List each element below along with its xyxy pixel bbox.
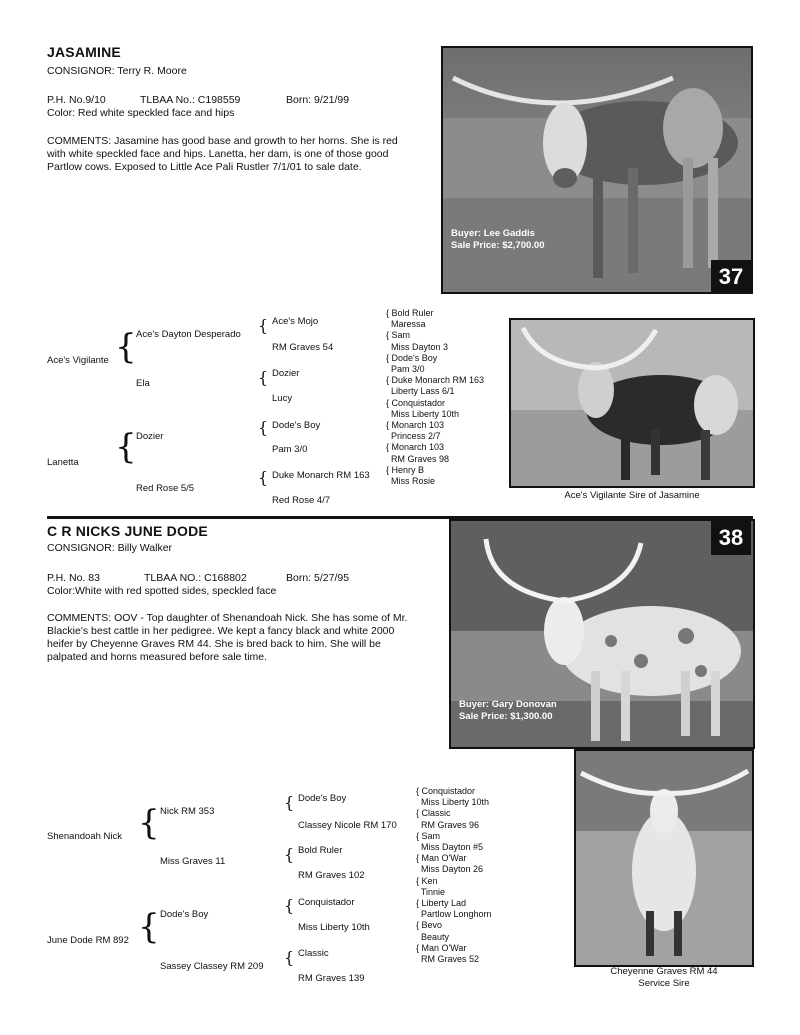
buyer: Buyer: Gary Donovan [459,699,557,710]
pedigree-g3: Dode's Boy [272,420,321,431]
pedigree-g4: { Conquistador [416,786,476,796]
color-description: Color:White with red spotted sides, speckled face [47,585,277,597]
bracket: { [138,907,160,947]
pedigree-g4: { Liberty Lad [416,898,467,909]
consignor: CONSIGNOR: Terry R. Moore [47,65,187,77]
pedigree-g3: RM Graves 54 [272,342,334,353]
bracket: { [115,427,137,467]
pedigree-g3: Bold Ruler [298,845,343,856]
pedigree-g4: { Bold Ruler [386,308,434,318]
longhorn-bull-image [511,320,753,486]
pedigree-g4-column [416,786,492,965]
pedigree-g4: Miss Dayton 3 [391,341,449,352]
pedigree-g4: RM Graves 96 [421,819,480,830]
pedigree-g3: RM Graves 102 [298,870,365,881]
bracket: { [258,368,269,387]
lot-number-badge: 37 [711,260,751,294]
pedigree-g4-column [386,308,484,487]
bracket: { [284,793,295,812]
pedigree-dam-dam: Sassey Classey RM 209 [160,961,264,972]
bracket: { [258,418,269,437]
pedigree-g4: { Monarch 103 [386,420,445,431]
pedigree-dam-sire: Dode's Boy [160,909,209,920]
pedigree-g4: { Dode's Boy [386,352,438,363]
comments: COMMENTS: OOV - Top daughter of Shenandoah Nick. She has some of Mr. Blackie's best cattle in her pedigree. We kept a fancy black and white 2000 heifer by Cheyenne Graves RM 44. She is bred back to him. She will be palpated and horns measured before sale time. [47,612,408,663]
consignor: CONSIGNOR: Billy Walker [47,542,173,554]
sire-caption: Cheyenne Graves RM 44 [610,966,718,977]
comments: COMMENTS: Jasamine has good base and growth to her horns. She is red with white speckled face and hips. Lanetta, her dam, is one of those good Partlow cows. Exposed to Little Ace Pali Rustler 7/1/01 to sale date. [47,135,398,173]
pedigree-sire: Shenandoah Nick [47,831,122,842]
pedigree-g4: Beauty [421,931,450,942]
pedigree-g3: Ace's Mojo [272,316,319,327]
longhorn-cow-image [443,48,751,292]
buyer: Buyer: Lee Gaddis [451,228,535,239]
tlbaa-number: TLBAA No.: C198559 [140,94,241,106]
bracket: { [284,948,295,967]
sale-price: Sale Price: $1,300.00 [459,711,553,722]
sire-caption-role: Service Sire [638,978,690,989]
pedigree-sire-dam: Ela [136,378,150,389]
born-date: Born: 5/27/95 [286,572,350,584]
pedigree-g4: { Henry B [386,464,425,475]
pedigree-sire-sire: Ace's Dayton Desperado [136,329,241,340]
sire-photo [574,749,754,967]
bracket: { [115,327,137,367]
pedigree-g3: Classey Nicole RM 170 [298,820,397,831]
pedigree-sire-dam: Miss Graves 11 [160,856,226,867]
pedigree-g4: Miss Dayton 26 [421,864,484,875]
lot-photo [449,519,755,749]
bracket: { [284,896,295,915]
pedigree-dam-dam: Red Rose 5/5 [136,483,195,494]
born-date: Born: 9/21/99 [286,94,350,106]
pedigree-g4: Tinnie [420,886,446,897]
pedigree-dam: June Dode RM 892 [47,935,129,946]
longhorn-bull-image [576,751,752,965]
sale-price: Sale Price: $2,700.00 [451,240,545,251]
sire-caption: Ace's Vigilante Sire of Jasamine [564,490,700,501]
pedigree-g3: Conquistador [298,897,355,908]
bracket: { [138,803,160,843]
pedigree-g4: { Sam [386,330,411,341]
pedigree-g4: Miss Liberty 10th [421,797,490,808]
pedigree-g4: { Duke Monarch RM 163 [386,375,485,386]
pedigree-dam: Lanetta [47,457,79,468]
pedigree-g4: RM Graves 52 [421,954,480,965]
pedigree-g4: { Monarch 103 [386,442,445,453]
pedigree-g4: Miss Dayton #5 [421,842,484,853]
lot-title: JASAMINE [47,44,121,60]
pedigree-g3: Duke Monarch RM 163 [272,470,370,481]
pedigree-g4: { Man O'War [416,853,467,864]
pedigree-g3: Dode's Boy [298,793,347,804]
sire-photo [509,318,755,488]
pedigree-g4: Princess 2/7 [391,431,441,442]
pedigree-g4: { Sam [416,830,441,841]
pedigree-g3: Classic [298,948,329,959]
lot-title: C R NICKS JUNE DODE [47,523,208,539]
ph-number: P.H. No.9/10 [47,94,106,106]
pedigree-g3: Miss Liberty 10th [298,922,370,933]
pedigree-g3: Red Rose 4/7 [272,495,331,506]
pedigree-g4: { Classic [416,808,451,819]
tlbaa-number: TLBAA NO.: C168802 [144,572,247,584]
pedigree-g3: RM Graves 139 [298,973,365,984]
pedigree-sire-sire: Nick RM 353 [160,806,215,817]
pedigree-g4: Pam 3/0 [391,364,425,375]
pedigree-g3: Pam 3/0 [272,444,308,455]
pedigree-g4: { Conquistador [386,397,446,408]
pedigree-sire: Ace's Vigilante [47,355,109,366]
lot-number-badge: 38 [711,521,751,555]
pedigree-g4: Partlow Longhorn [421,909,492,920]
pedigree-g4: { Bevo [416,920,443,931]
pedigree-g4: RM Graves 98 [391,453,450,464]
pedigree-g3: Lucy [272,393,293,404]
pedigree-g4: Maressa [391,319,426,330]
pedigree-g4: { Ken [416,875,438,886]
pedigree-g3: Dozier [272,368,300,379]
pedigree-dam-sire: Dozier [136,431,164,442]
pedigree-g4: Liberty Lass 6/1 [391,386,455,397]
bracket: { [258,468,269,487]
bracket: { [284,845,295,864]
lot-photo [441,46,753,294]
bracket: { [258,316,269,335]
pedigree-g4: Miss Rosie [391,476,436,487]
color-description: Color: Red white speckled face and hips [47,107,235,119]
pedigree-g4: { Man O'War [416,942,467,953]
ph-number: P.H. No. 83 [47,572,100,584]
pedigree-g4: Miss Liberty 10th [391,408,460,419]
